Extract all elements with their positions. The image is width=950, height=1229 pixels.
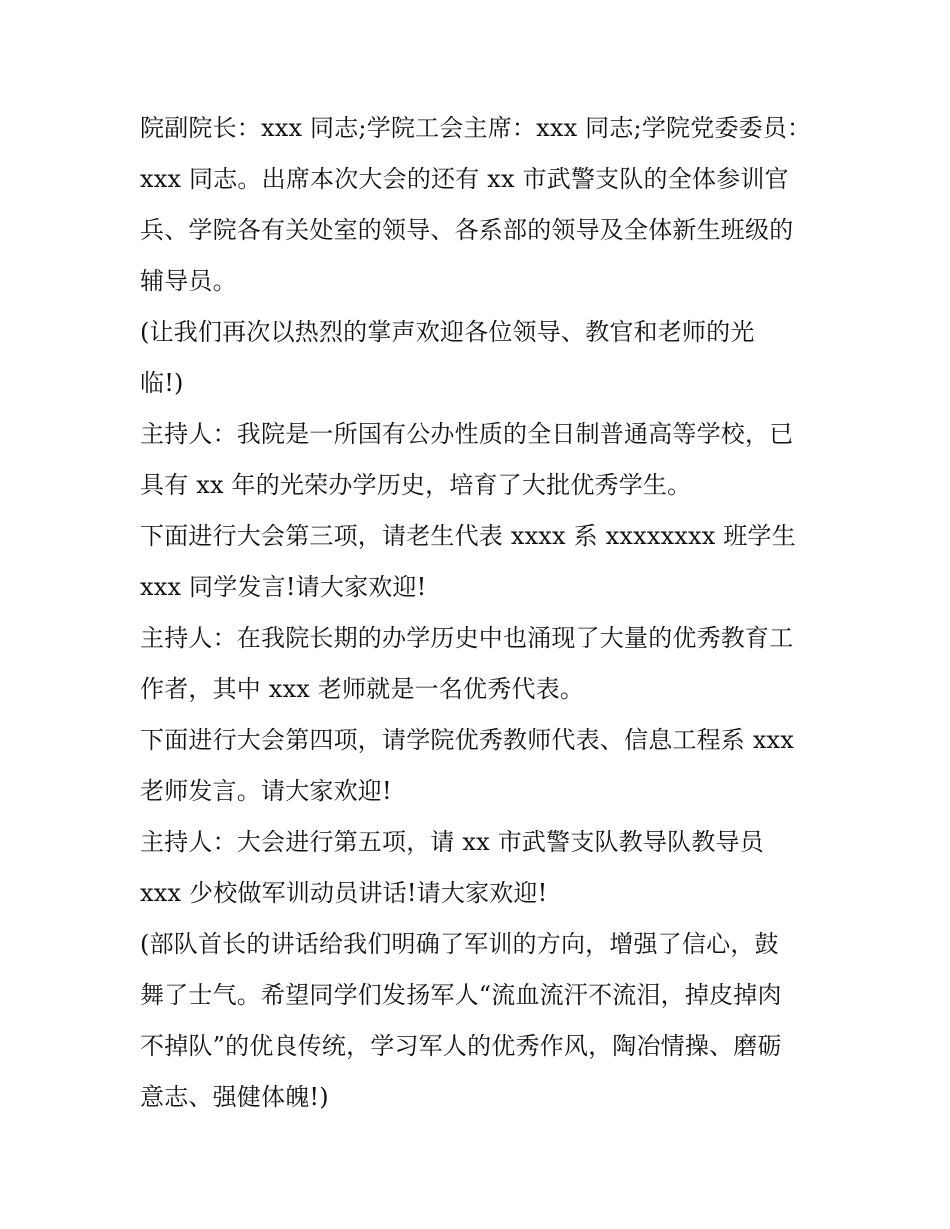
text-line-12: 作者，其中 xxx 老师就是一名优秀代表。 <box>140 675 585 703</box>
text-line-15: 主持人：大会进行第五项，请 xx 市武警支队教导队教导员 <box>140 828 764 856</box>
text-line-10: xxx 同学发言!请大家欢迎! <box>140 573 427 601</box>
document-body <box>140 103 820 1123</box>
text-line-7: 主持人：我院是一所国有公办性质的全日制普通高等学校，已 <box>140 420 794 448</box>
text-line-11: 主持人：在我院长期的办学历史中也涌现了大量的优秀教育工 <box>140 624 794 652</box>
text-line-4: 辅导员。 <box>140 267 237 295</box>
text-line-9: 下面进行大会第三项，请老生代表 xxxx 系 xxxxxxxx 班学生 <box>140 522 796 550</box>
text-line-13: 下面进行大会第四项，请学院优秀教师代表、信息工程系 xxx <box>140 726 795 754</box>
text-line-3: 兵、学院各有关处室的领导、各系部的领导及全体新生班级的 <box>140 216 794 244</box>
text-line-5: (让我们再次以热烈的掌声欢迎各位领导、教官和老师的光 <box>140 318 755 346</box>
text-line-6: 临!) <box>140 369 184 397</box>
text-line-18: 舞了士气。希望同学们发扬军人“流血流汗不流泪，掉皮掉肉 <box>140 981 782 1009</box>
text-line-17: (部队首长的讲话给我们明确了军训的方向，增强了信心，鼓 <box>140 930 779 958</box>
text-line-19: 不掉队”的优良传统，学习军人的优秀作风，陶冶情操、磨砺 <box>140 1032 782 1060</box>
text-line-8: 具有 xx 年的光荣办学历史，培育了大批优秀学生。 <box>140 471 692 499</box>
text-line-14: 老师发言。请大家欢迎! <box>140 777 392 805</box>
text-line-1: 院副院长：xxx 同志;学院工会主席：xxx 同志;学院党委委员： <box>140 114 812 142</box>
text-line-20: 意志、强健体魄!) <box>140 1083 329 1111</box>
text-line-16: xxx 少校做军训动员讲话!请大家欢迎! <box>140 879 548 907</box>
text-line-2: xxx 同志。出席本次大会的还有 xx 市武警支队的全体参训官 <box>140 165 789 193</box>
